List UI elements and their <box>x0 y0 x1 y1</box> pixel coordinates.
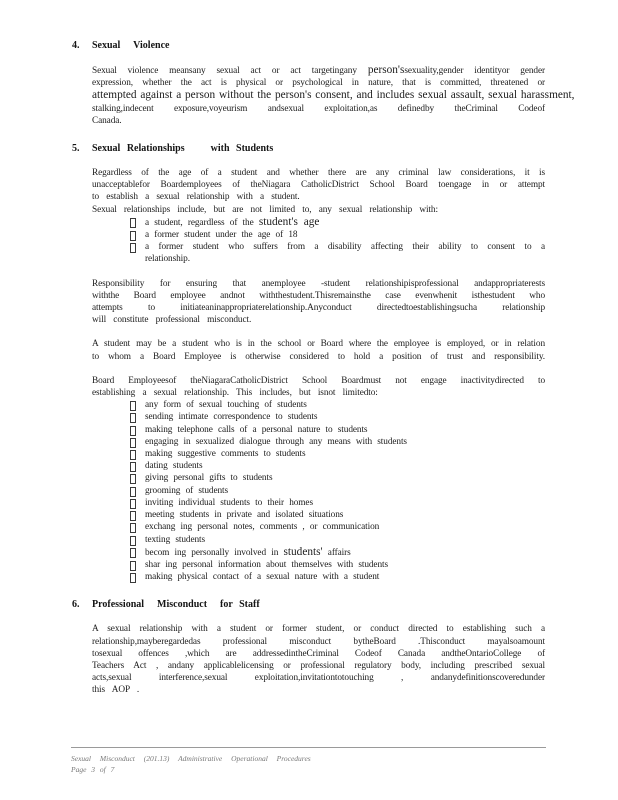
paragraph-line <box>145 253 545 265</box>
bullet-text <box>145 485 545 497</box>
paragraph-line <box>92 115 545 127</box>
text-run: grooming of students <box>145 485 229 496</box>
missing-glyph-box-icon <box>130 462 136 472</box>
text-run: Board Employeesof theNiagaraCatholicDistrict School Boardmust not engage inactivitydirected to <box>92 375 545 386</box>
alt-font-run: person's <box>367 64 405 76</box>
paragraph-line <box>145 216 545 229</box>
text-run: sexuality,gender identityor gender <box>404 66 545 76</box>
text-run: Teachers Act , andany applicablelicensing or professional regulatory body, including prescribed sexual <box>92 660 545 671</box>
paragraph-line <box>92 660 545 672</box>
section-heading <box>72 599 545 611</box>
paragraph-line <box>145 229 545 241</box>
bullet-item <box>92 436 545 448</box>
text-run: stalking,indecent exposure,voyeurism andsexual exploitation,as definedby theCriminal Codeof <box>92 103 545 114</box>
section-heading <box>72 143 545 155</box>
paragraph-line <box>145 571 545 583</box>
text-run: shar ing personal information about themselves with students <box>145 559 388 570</box>
missing-glyph-box-icon <box>130 536 136 546</box>
text-run: dating students <box>145 461 203 472</box>
bullet-item <box>92 399 545 411</box>
text-run: withthe Board employee andnot withthestudent.Thisremainsthe case evenwhenit isthestudent who <box>92 290 545 301</box>
paragraph-line <box>92 387 545 399</box>
bullet-text <box>145 472 545 484</box>
paragraph-line <box>92 77 545 89</box>
paragraph-line <box>145 448 545 460</box>
text-run: affairs <box>322 547 351 558</box>
paragraph <box>92 623 545 696</box>
paragraph <box>92 64 575 127</box>
missing-glyph-box-icon <box>130 413 136 423</box>
missing-glyph-box-icon <box>130 511 136 521</box>
text-run: becom ing personally involved in <box>145 547 284 558</box>
text-run: sending intimate correspondence to students <box>145 412 318 423</box>
text-run: making telephone calls of a personal nature to students <box>145 424 368 435</box>
paragraph <box>92 375 545 399</box>
missing-glyph-box-icon <box>130 450 136 460</box>
paragraph-line <box>145 559 545 571</box>
footer-doc-title: Sexual Misconduct (201.13) Administrative Operational Procedures <box>71 754 311 763</box>
bullet-item <box>92 559 545 571</box>
paragraph-line <box>145 424 545 436</box>
paragraph-line <box>92 64 545 77</box>
paragraph-line <box>145 546 545 559</box>
text-run: Sexual relationships include, but are not limited to, any sexual relationship with: <box>92 204 438 215</box>
paragraph-line <box>92 290 545 302</box>
bullet-item <box>92 216 545 229</box>
text-run: texting students <box>145 534 206 545</box>
bullet-item <box>92 411 545 423</box>
text-run: a former student under the age of 18 <box>145 230 298 241</box>
paragraph-line <box>92 103 545 115</box>
text-run: A sexual relationship with a student or former student, or conduct directed to establishing such a <box>92 624 545 635</box>
bullet-item <box>92 534 545 546</box>
text-run: giving personal gifts to students <box>145 473 273 484</box>
text-run: Regardless of the age of a student and whether there are any criminal law considerations, it is <box>92 168 545 179</box>
bullet-item <box>92 229 545 241</box>
text-run: Canada. <box>92 115 122 126</box>
text-run: to whom a Board Employee is otherwise considered to hold a position of trust and responsibility. <box>92 351 545 362</box>
paragraph-line <box>145 436 545 448</box>
bullet-text <box>145 521 545 533</box>
text-run: any form of sexual touching of students <box>145 400 307 411</box>
bullet-item <box>92 448 545 460</box>
paragraph-line <box>92 636 545 648</box>
document-body <box>72 40 575 697</box>
paragraph-line <box>92 351 545 363</box>
bullet-text <box>145 546 545 559</box>
paragraph-line <box>92 684 545 696</box>
bullet-item <box>92 424 545 436</box>
paragraph-line <box>145 241 545 253</box>
missing-glyph-box-icon <box>130 401 136 411</box>
paragraph-line <box>92 179 545 191</box>
alt-font-run: attempted against a person without the person's consent, and includes sexual assault, sexual harassment, <box>92 89 575 102</box>
text-run: acts,sexual interference,sexual exploitation,invitationtotouching , andanydefinitionscoveredunder <box>92 673 545 684</box>
text-run: expression, whether the act is physical or psychological in nature, that is committed, threatened or <box>92 78 545 89</box>
text-run: A student may be a student who is in the school or Board where the employee is employed, or in relation <box>92 339 545 350</box>
paragraph-line <box>145 497 545 509</box>
bullet-text <box>145 241 545 265</box>
paragraph <box>92 167 545 216</box>
text-run: a former student who suffers from a disability affecting their ability to consent to a <box>145 242 545 253</box>
bullet-item <box>92 509 545 521</box>
section-heading <box>72 40 545 52</box>
bullet-text <box>145 559 545 571</box>
paragraph-line <box>92 314 545 326</box>
paragraph-line <box>92 204 545 216</box>
paragraph-line <box>92 375 545 387</box>
paragraph-line <box>145 509 545 521</box>
bullet-list <box>92 216 545 266</box>
text-run: will constitute professional misconduct. <box>92 315 252 326</box>
text-run: Responsibility for ensuring that anemployee -student relationshipisprofessional andappropriaterests <box>92 278 545 289</box>
text-run: exchang ing personal notes, comments , or communication <box>145 522 380 533</box>
text-run: relationship. <box>145 254 190 265</box>
bullet-text <box>145 424 545 436</box>
alt-font-run: student's age <box>258 215 320 228</box>
missing-glyph-box-icon <box>130 243 136 253</box>
bullet-list <box>92 399 545 583</box>
missing-glyph-box-icon <box>130 561 136 571</box>
bullet-text <box>145 448 545 460</box>
paragraph-line <box>145 460 545 472</box>
text-run: establishing a sexual relationship. This includes, but isnot limitedto: <box>92 388 378 399</box>
text-run: making suggestive comments to students <box>145 449 306 460</box>
missing-glyph-box-icon <box>130 573 136 583</box>
text-run: a student, regardless of the <box>145 217 259 228</box>
bullet-text <box>145 436 545 448</box>
paragraph-line <box>145 411 545 423</box>
section-number: 4. <box>72 40 80 51</box>
bullet-text <box>145 460 545 472</box>
paragraph-line <box>145 521 545 533</box>
bullet-item <box>92 571 545 583</box>
bullet-item <box>92 546 545 559</box>
bullet-text <box>145 509 545 521</box>
text-run: to establish a sexual relationship with a student. <box>92 192 300 203</box>
bullet-text <box>145 399 545 411</box>
missing-glyph-box-icon <box>130 523 136 533</box>
bullet-item <box>92 460 545 472</box>
paragraph-line <box>145 485 545 497</box>
section-number: 6. <box>72 599 80 611</box>
bullet-text <box>145 229 545 241</box>
paragraph-line <box>92 338 545 350</box>
bullet-item <box>92 497 545 509</box>
text-run: tosexual offences ,which are addressedintheCriminal Codeof Canada andtheOntarioCollege of <box>92 648 545 659</box>
paragraph-line <box>92 648 545 660</box>
section-title: Sexual Relationships with Students <box>92 143 274 155</box>
text-run: relationship,mayberegardedas professional misconduct bytheBoard .Thisconduct mayalsoamount <box>92 636 545 647</box>
paragraph-line <box>92 167 545 179</box>
bullet-item <box>92 485 545 497</box>
paragraph-line <box>92 302 545 314</box>
bullet-text <box>145 411 545 423</box>
missing-glyph-box-icon <box>130 499 136 509</box>
alt-font-run: students' <box>283 545 323 558</box>
bullet-text <box>145 497 545 509</box>
text-run: attempts to initiateaninappropriaterelationship.Anyconduct directedtoestablishingsucha relationship <box>92 303 545 314</box>
section-title: Professional Misconduct for Staff <box>92 599 260 611</box>
text-run: meeting students in private and isolated situations <box>145 510 344 521</box>
paragraph-line <box>145 399 545 411</box>
page-footer <box>71 753 551 775</box>
text-run: inviting individual students to their homes <box>145 497 313 508</box>
text-run: engaging in sexualized dialogue through any means with students <box>145 436 407 447</box>
footer-divider <box>71 747 546 748</box>
missing-glyph-box-icon <box>130 487 136 497</box>
missing-glyph-box-icon <box>130 438 136 448</box>
section-number: 5. <box>72 143 80 155</box>
text-run: Sexual violence meansany sexual act or act targetingany <box>92 66 368 76</box>
bullet-text <box>145 534 545 546</box>
paragraph-line <box>92 191 545 203</box>
missing-glyph-box-icon <box>130 426 136 436</box>
missing-glyph-box-icon <box>130 548 136 558</box>
missing-glyph-box-icon <box>130 218 136 228</box>
missing-glyph-box-icon <box>130 474 136 484</box>
paragraph-line <box>145 472 545 484</box>
bullet-item <box>92 521 545 533</box>
paragraph-line <box>92 89 575 102</box>
paragraph <box>92 338 545 362</box>
text-run: unacceptablefor Boardemployees of theNiagara CatholicDistrict School Board toengage in or attempt <box>92 180 545 191</box>
bullet-item <box>92 472 545 484</box>
bullet-text <box>145 571 545 583</box>
bullet-item <box>92 241 545 265</box>
text-run: this AOP . <box>92 685 140 696</box>
footer-page-number: Page 3 of 7 <box>71 765 115 774</box>
text-run: making physical contact of a sexual nature with a student <box>145 572 380 583</box>
paragraph-line <box>145 534 545 546</box>
paragraph-line <box>92 672 545 684</box>
paragraph <box>92 278 545 327</box>
section-title: Sexual Violence <box>92 40 170 51</box>
paragraph-line <box>92 278 545 290</box>
missing-glyph-box-icon <box>130 231 136 241</box>
bullet-text <box>145 216 545 229</box>
paragraph-line <box>92 623 545 635</box>
